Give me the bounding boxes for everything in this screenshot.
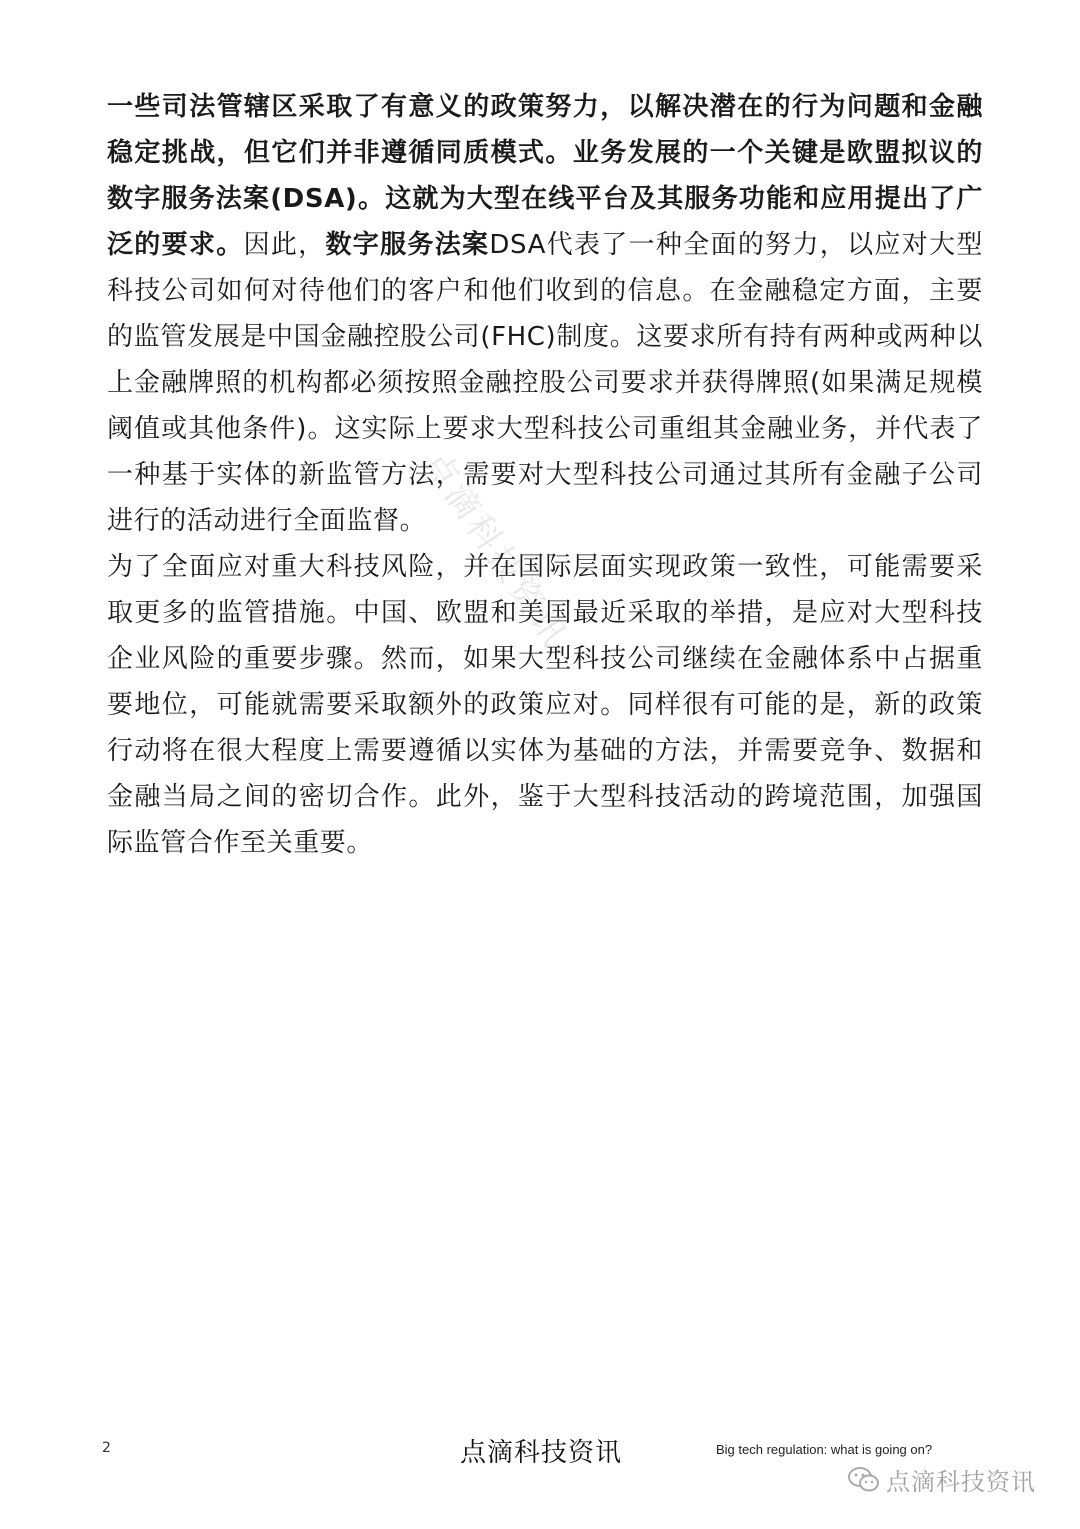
paragraph-1 [107, 84, 983, 544]
wechat-icon [848, 1467, 880, 1493]
text-segment: 一些司法管辖区采取了有意义的政策努力，以解决潜在的行为问题和金融稳定挑战，但它们并非遵循同质模式。业务发展的一个关键是欧盟拟议的数字服务法案(DSA)。这就为大型在线平台及其服务功能和应用提出了广泛的要求。 [107, 92, 983, 260]
brand-watermark [848, 1462, 1036, 1497]
text-segment: 因此， [243, 230, 326, 260]
brand-name: 点滴科技资讯 [886, 1468, 1036, 1496]
body-text [107, 84, 983, 866]
watermark: 点滴科技资讯 [415, 444, 576, 656]
footer-doc-title: Big tech regulation: what is going on? [716, 1442, 933, 1457]
text-segment: 为了全面应对重大科技风险，并在国际层面实现政策一致性，可能需要采取更多的监管措施。中国、欧盟和美国最近采取的举措，是应对大型科技企业风险的重要步骤。然而，如果大型科技公司继续在金融体系中占据重要地位，可能就需要采取额外的政策应对。同样很有可能的是，新的政策行动将在很大程度上需要遵循以实体为基础的方法，并需要竞争、数据和金融当局之间的密切合作。此外，鉴于大型科技活动的跨境范围，加强国际监管合作至关重要。 [107, 552, 983, 858]
footer-title: 点滴科技资讯 [460, 1438, 623, 1468]
text-segment: 数字服务法案 [325, 230, 490, 260]
paragraph-2 [107, 544, 983, 866]
text-segment: DSA代表了一种全面的努力，以应对大型科技公司如何对待他们的客户和他们收到的信息。在金融稳定方面，主要的监管发展是中国金融控股公司(FHC)制度。这要求所有持有两种或两种以上金融牌照的机构都必须按照金融控股公司要求并获得牌照(如果满足规模阈值或其他条件)。这实际上要求大型科技公司重组其金融业务，并代表了一种基于实体的新监管方法，需要对大型科技公司通过其所有金融子公司进行的活动进行全面监督。 [107, 230, 983, 536]
page-number: 2 [102, 1440, 111, 1456]
